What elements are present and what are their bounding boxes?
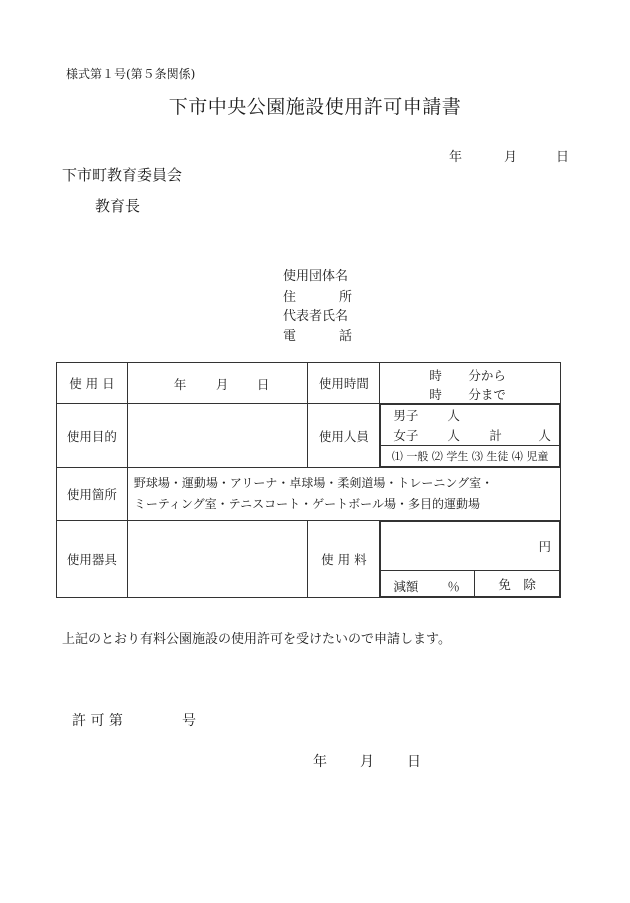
places-field[interactable] (127, 468, 560, 521)
address-label-part2: 所 (339, 290, 353, 305)
phone-label-part1: 電 (283, 329, 297, 344)
application-table (56, 362, 561, 598)
time-from-minute: 分から (468, 368, 506, 383)
time-to-hour: 時 (429, 387, 442, 402)
fee-cell (380, 521, 561, 598)
permit-number-suffix: 号 (182, 713, 196, 729)
exemption-option[interactable]: 免 除 (475, 571, 560, 597)
male-label: 男子 (393, 408, 419, 423)
female-unit: 人 (447, 428, 460, 443)
use-date-year: 年 (173, 377, 187, 392)
submission-date-day: 日 (556, 150, 570, 165)
place-label: 使用箇所 (57, 468, 128, 521)
group-name-label: 使用団体名 (283, 269, 349, 284)
use-date-day: 日 (256, 377, 270, 392)
total-label: 計 (489, 428, 502, 443)
permit-date-year: 年 (313, 754, 327, 770)
time-to-minute: 分まで (468, 387, 506, 402)
representative-label: 代表者氏名 (283, 309, 349, 324)
submission-date-year: 年 (449, 150, 463, 165)
people-label: 使用人員 (308, 404, 380, 468)
page-title: 下市中央公園施設使用許可申請書 (168, 96, 462, 118)
female-label: 女子 (393, 428, 419, 443)
permit-date-day: 日 (407, 754, 421, 770)
equipment-label: 使用器具 (57, 521, 128, 598)
submission-date-month: 月 (504, 150, 518, 165)
reduction-field[interactable] (381, 571, 475, 597)
table-row (57, 363, 561, 404)
male-unit: 人 (447, 408, 460, 423)
use-date-field[interactable] (127, 363, 308, 404)
total-unit: 人 (538, 428, 551, 443)
phone-label-part2: 話 (339, 329, 353, 344)
use-date-label: 使 用 日 (57, 363, 128, 404)
use-date-month: 月 (215, 377, 229, 392)
fee-amount-field[interactable]: 円 (381, 522, 560, 571)
purpose-label: 使用目的 (57, 404, 128, 468)
places-line-1: 野球場・運動場・アリーナ・卓球場・柔剣道場・トレーニング室・ (133, 476, 494, 490)
use-time-field[interactable] (380, 363, 561, 404)
addressee-organization: 下市町教育委員会 (62, 166, 183, 184)
table-row (57, 404, 561, 468)
equipment-field[interactable] (127, 521, 308, 598)
form-number: 様式第１号(第５条関係) (66, 67, 196, 81)
address-label-part1: 住 (283, 290, 297, 305)
use-time-label: 使用時間 (308, 363, 380, 404)
table-row (57, 521, 561, 598)
table-row (57, 468, 561, 521)
category-options[interactable]: ⑴ 一般 ⑵ 学生 ⑶ 生徒 ⑷ 児童 (381, 446, 560, 467)
time-from-hour: 時 (429, 368, 442, 383)
places-line-2: ミーティング室・テニスコート・ゲートボール場・多目的運動場 (133, 497, 480, 511)
permit-date-month: 月 (360, 754, 374, 770)
people-count-field[interactable] (381, 405, 560, 446)
declaration-text: 上記のとおり有料公園施設の使用許可を受けたいので申請します。 (62, 632, 451, 647)
fee-label: 使 用 料 (308, 521, 380, 598)
reduction-label: 減額 (393, 579, 419, 594)
addressee-position: 教育長 (95, 197, 141, 215)
purpose-field[interactable] (127, 404, 308, 468)
people-cell (380, 404, 561, 468)
percent-label: ％ (447, 579, 460, 594)
permit-number-label: 許 可 第 (72, 713, 123, 729)
